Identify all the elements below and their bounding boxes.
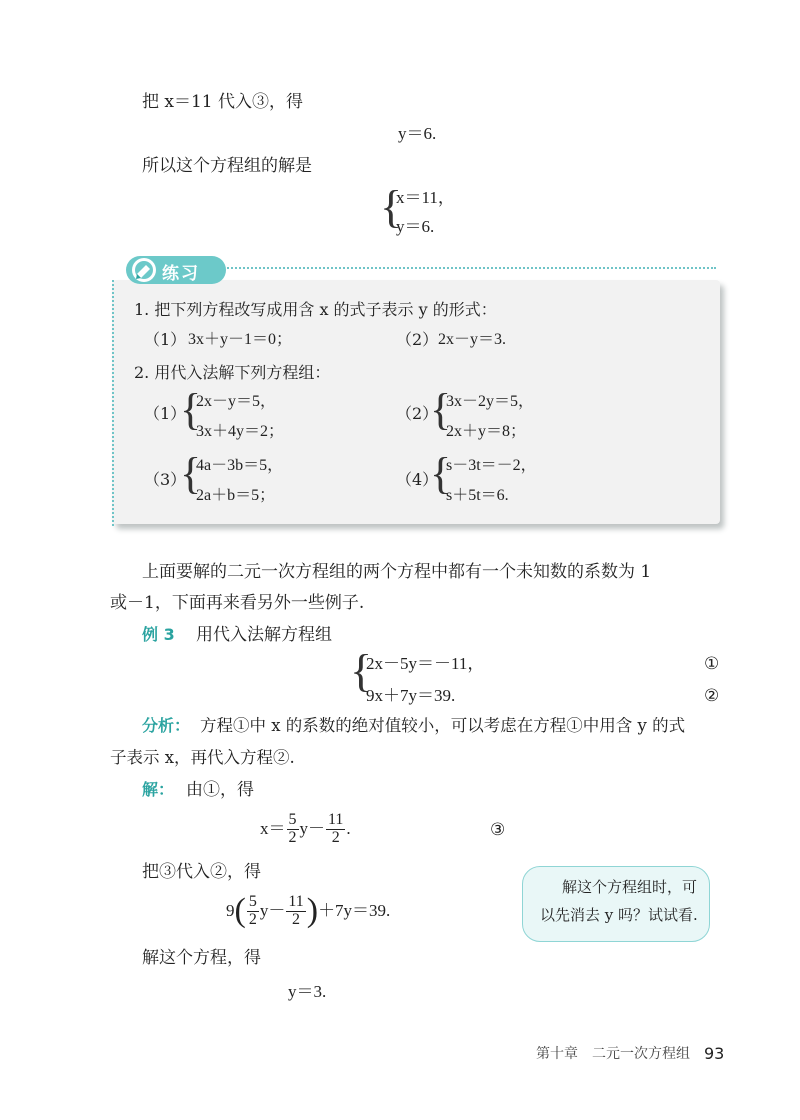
solve-text: 解这个方程，得 — [142, 948, 261, 968]
equation-3 — [260, 812, 351, 847]
eq3-end: . — [346, 819, 351, 839]
q2-item-2-eq1: 3x－2y＝5， — [446, 393, 535, 410]
q2-item-4-eq2: s＋5t＝6. — [446, 487, 509, 504]
page-number: 93 — [704, 1044, 725, 1063]
paragraph-line-1: 上面要解的二元一次方程组的两个方程中都有一个未知数的系数为 1 — [142, 562, 652, 582]
frac-den: 2 — [288, 828, 297, 846]
q1-item-1-eq: 3x＋y－1＝0； — [188, 331, 293, 348]
left-brace: { — [380, 181, 403, 232]
equation-marker-3: ③ — [490, 820, 506, 840]
left-brace: { — [350, 645, 373, 696]
left-brace: { — [430, 385, 452, 434]
q2-item-3-eq1: 4a－3b＝5， — [196, 457, 284, 474]
q2-item-1-eq2: 3x＋4y＝2； — [196, 423, 285, 440]
example-text: 用代入法解方程组 — [196, 625, 332, 645]
pencil-icon — [128, 256, 162, 284]
left-brace: { — [180, 449, 202, 498]
example-label: 例 3 — [142, 625, 175, 644]
solution-x: x＝11， — [396, 188, 455, 207]
eq3-mid: y－ — [299, 819, 325, 839]
frac-num: 5 — [248, 893, 257, 910]
solution-y: y＝6. — [396, 217, 435, 236]
eq3-lhs: x＝ — [260, 819, 286, 839]
fraction — [286, 894, 305, 929]
chapter-title: 第十章 二元一次方程组 — [536, 1046, 690, 1062]
y-result: y＝6. — [398, 124, 437, 143]
fraction — [287, 812, 299, 847]
analysis-label: 分析： — [142, 716, 191, 735]
y-equals-3: y＝3. — [288, 982, 327, 1001]
tip-line-1: 解这个方程组时，可 — [562, 878, 698, 896]
frac-num: 5 — [288, 811, 297, 828]
analysis-line-2: 子表示 x，再代入方程②. — [110, 748, 295, 767]
equation-marker-2: ② — [704, 686, 720, 706]
frac-den: 2 — [248, 910, 257, 928]
q1-item-2-eq: 2x－y＝3. — [438, 331, 507, 348]
q2-item-3-label: （3） — [144, 470, 187, 489]
q1-item-2-label: （2） — [396, 330, 439, 349]
q2-item-3-eq2: 2a＋b＝5； — [196, 487, 276, 504]
paragraph-line-2: 或－1，下面再来看另外一些例子. — [110, 593, 365, 613]
divider — [112, 280, 114, 526]
q2-item-4-eq1: s－3t＝－2， — [446, 457, 537, 474]
eq4-post: ＋7y＝39. — [318, 901, 391, 921]
tip-line-2: 以先消去 y 吗？试试看. — [540, 906, 698, 924]
equation-4 — [226, 894, 390, 929]
q2-item-2-eq2: 2x＋y＝8； — [446, 423, 527, 440]
paren-open: ( — [234, 892, 246, 930]
example-eq-1: 2x－5y＝－11， — [366, 654, 485, 673]
analysis-line-1: 方程①中 x 的系数的绝对值较小，可以考虑在方程①中用含 y 的式 — [200, 716, 686, 735]
left-brace: { — [180, 385, 202, 434]
eq4-pre: 9 — [226, 901, 235, 921]
substitute-text: 把③代入②，得 — [142, 862, 261, 882]
solution-label: 解： — [142, 780, 175, 799]
solution-text: 由①，得 — [186, 780, 254, 800]
equation-marker-1: ① — [704, 654, 720, 674]
practice-title: 练习 — [162, 264, 200, 284]
frac-num: 11 — [328, 811, 344, 828]
paren-close: ) — [306, 892, 319, 930]
frac-num: 11 — [288, 893, 304, 910]
question-2: 2. 用代入法解下列方程组： — [134, 363, 331, 382]
q2-item-2-label: （2） — [396, 404, 439, 423]
frac-den: 2 — [331, 828, 340, 846]
solution-intro: 所以这个方程组的解是 — [142, 156, 312, 176]
example-eq-2: 9x＋7y＝39. — [366, 686, 456, 705]
fraction — [247, 894, 259, 929]
substitute-line: 把 x＝11 代入③，得 — [142, 92, 304, 112]
q2-item-4-label: （4） — [396, 470, 439, 489]
q2-item-1-eq1: 2x－y＝5， — [196, 393, 277, 410]
eq4-mid: y－ — [259, 901, 286, 921]
q1-item-1-label: （1） — [144, 330, 187, 349]
frac-den: 2 — [292, 910, 301, 928]
fraction — [326, 812, 345, 847]
divider — [216, 267, 716, 269]
question-1: 1. 把下列方程改写成用含 x 的式子表示 y 的形式： — [134, 300, 497, 319]
q2-item-1-label: （1） — [144, 404, 187, 423]
left-brace: { — [430, 449, 452, 498]
